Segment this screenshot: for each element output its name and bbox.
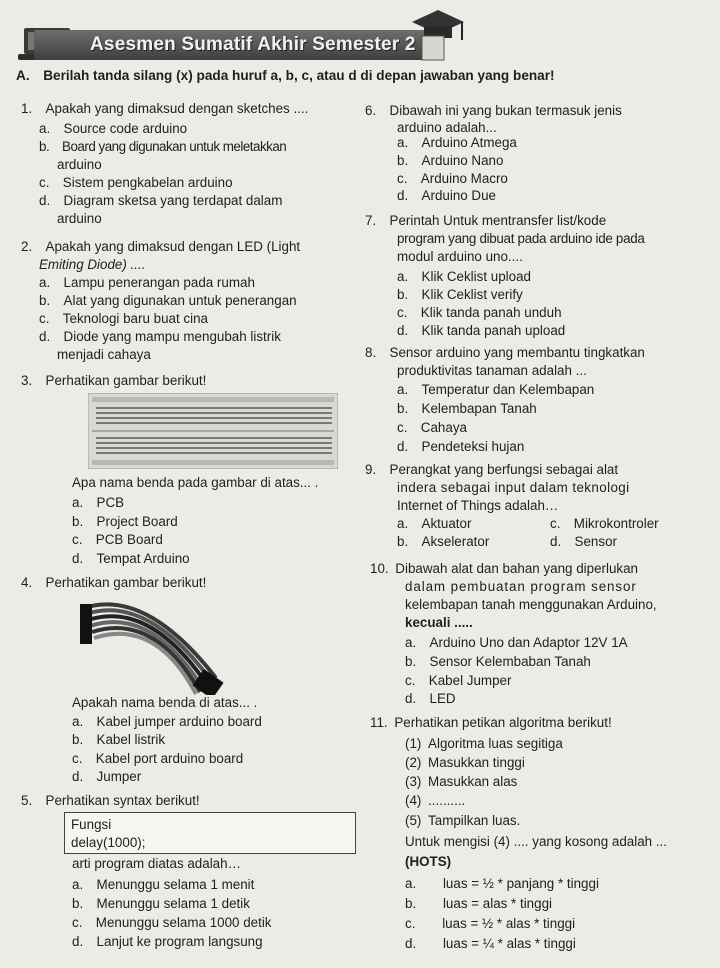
q9-stem: 9. Perangkat yang berfungsi sebagai alat — [365, 462, 619, 477]
q2-option-b[interactable]: b. Alat yang digunakan untuk penerangan — [39, 293, 297, 308]
q2-option-d-cont: menjadi cahaya — [57, 347, 151, 362]
q9-option-c[interactable]: c. Mikrokontroler — [550, 516, 659, 531]
q7-option-b[interactable]: b. Klik Ceklist verify — [397, 287, 523, 302]
q10-option-c[interactable]: c. Kabel Jumper — [405, 673, 512, 688]
q10-option-b[interactable]: b. Sensor Kelembaban Tanah — [405, 654, 591, 669]
q11-step-4: (4) .......... — [405, 793, 466, 808]
q8-option-b[interactable]: b. Kelembapan Tanah — [397, 401, 537, 416]
q6-option-b[interactable]: b. Arduino Nano — [397, 153, 504, 168]
graduation-cap-icon — [408, 6, 468, 62]
q11-step-5: (5) Tampilkan luas. — [405, 813, 521, 828]
q8-option-c[interactable]: c. Cahaya — [397, 420, 467, 435]
q11-option-b[interactable]: b. luas = alas * tinggi — [405, 896, 553, 911]
title-banner — [16, 18, 446, 64]
q5-option-d[interactable]: d. Lanjut ke program langsung — [72, 934, 263, 949]
q7-stem-cont2: modul arduino uno.... — [397, 249, 523, 264]
q7-option-c[interactable]: c. Klik tanda panah unduh — [397, 305, 562, 320]
q2-option-d[interactable]: d. Diode yang mampu mengubah listrik — [39, 329, 281, 344]
q7-option-a[interactable]: a. Klik Ceklist upload — [397, 269, 531, 284]
q2-stem-cont: Emiting Diode) .... — [39, 257, 146, 272]
q9-stem-cont: indera sebagai input dalam teknologi — [397, 480, 630, 495]
q11-step-3: (3) Masukkan alas — [405, 774, 518, 789]
q4-option-a[interactable]: a. Kabel jumper arduino board — [72, 714, 262, 729]
q10-option-a[interactable]: a. Arduino Uno dan Adaptor 12V 1A — [405, 635, 628, 650]
q1-option-d[interactable]: d. Diagram sketsa yang terdapat dalam — [39, 193, 283, 208]
q6-stem: 6. Dibawah ini yang bukan termasuk jenis — [365, 103, 622, 118]
section-a-instruction: A. Berilah tanda silang (x) pada huruf a, b, c, atau d di depan jawaban yang benar! — [16, 68, 555, 83]
q11-stem: 11. Perhatikan petikan algoritma berikut! — [370, 715, 612, 730]
q1-option-a[interactable]: a. Source code arduino — [39, 121, 188, 136]
q10-stem: 10. Dibawah alat dan bahan yang diperlukan — [370, 561, 639, 576]
q4-stem: 4. Perhatikan gambar berikut! — [21, 575, 207, 590]
q11-option-a[interactable]: a. luas = ½ * panjang * tinggi — [405, 876, 599, 891]
q11-hots-label: (HOTS) — [405, 854, 452, 869]
q7-stem-cont: program yang dibuat pada arduino ide pada — [397, 231, 645, 246]
q10-stem-cont: dalam pembuatan program sensor — [405, 579, 637, 594]
q7-option-d[interactable]: d. Klik tanda panah upload — [397, 323, 566, 338]
q1-option-b-cont: arduino — [57, 157, 102, 172]
q3-option-a[interactable]: a. PCB — [72, 495, 125, 510]
q3-option-d[interactable]: d. Tempat Arduino — [72, 551, 190, 566]
q1-option-c[interactable]: c. Sistem pengkabelan arduino — [39, 175, 233, 190]
project-board-image — [88, 393, 338, 469]
q8-stem-cont: produktivitas tanaman adalah ... — [397, 363, 587, 378]
q11-option-d[interactable]: d. luas = ¼ * alas * tinggi — [405, 936, 576, 951]
q5-option-a[interactable]: a. Menunggu selama 1 menit — [72, 877, 255, 892]
q2-stem: 2. Apakah yang dimaksud dengan LED (Light — [21, 239, 301, 254]
page-title: Asesmen Sumatif Akhir Semester 2 — [90, 34, 416, 55]
q3-question: Apa nama benda pada gambar di atas... . — [72, 475, 319, 490]
jumper-cable-image — [80, 590, 230, 695]
q4-question: Apakah nama benda di atas... . — [72, 695, 258, 710]
q4-option-c[interactable]: c. Kabel port arduino board — [72, 751, 244, 766]
q6-option-d[interactable]: d. Arduino Due — [397, 188, 496, 203]
q4-option-d[interactable]: d. Jumper — [72, 769, 142, 784]
q8-option-d[interactable]: d. Pendeteksi hujan — [397, 439, 525, 454]
q4-option-b[interactable]: b. Kabel listrik — [72, 732, 166, 747]
q1-option-b[interactable]: b. Board yang digunakan untuk meletakkan — [39, 139, 287, 154]
q5-question: arti program diatas adalah… — [72, 856, 241, 871]
q10-stem-cont2: kelembapan tanah menggunakan Arduino, — [405, 597, 657, 612]
code-snippet-box — [64, 812, 356, 854]
q6-option-c[interactable]: c. Arduino Macro — [397, 171, 508, 186]
q9-option-a[interactable]: a. Aktuator — [397, 516, 472, 531]
q3-option-b[interactable]: b. Project Board — [72, 514, 178, 529]
q6-stem-cont: arduino adalah... — [397, 120, 497, 135]
q9-option-d[interactable]: d. Sensor — [550, 534, 617, 549]
q11-step-2: (2) Masukkan tinggi — [405, 755, 525, 770]
q3-option-c[interactable]: c. PCB Board — [72, 532, 163, 547]
q6-option-a[interactable]: a. Arduino Atmega — [397, 135, 517, 150]
q2-option-c[interactable]: c. Teknologi baru buat cina — [39, 311, 208, 326]
q2-option-a[interactable]: a. Lampu penerangan pada rumah — [39, 275, 255, 290]
q11-option-c[interactable]: c. luas = ½ * alas * tinggi — [405, 916, 576, 931]
q10-stem-cont3: kecuali ..... — [405, 615, 473, 630]
q8-option-a[interactable]: a. Temperatur dan Kelembapan — [397, 382, 595, 397]
q1-stem: 1. Apakah yang dimaksud dengan sketches .... — [21, 101, 309, 116]
q5-option-c[interactable]: c. Menunggu selama 1000 detik — [72, 915, 272, 930]
q7-stem: 7. Perintah Untuk mentransfer list/kode — [365, 213, 607, 228]
q8-stem: 8. Sensor arduino yang membantu tingkatkan — [365, 345, 645, 360]
q10-option-d[interactable]: d. LED — [405, 691, 456, 706]
q11-step-1: (1) Algoritma luas segitiga — [405, 736, 563, 751]
q11-question: Untuk mengisi (4) .... yang kosong adalah ... — [405, 834, 668, 849]
code-line-1: Fungsi — [71, 817, 112, 832]
q1-option-d-cont: arduino — [57, 211, 102, 226]
q5-stem: 5. Perhatikan syntax berikut! — [21, 793, 200, 808]
q3-stem: 3. Perhatikan gambar berikut! — [21, 373, 207, 388]
code-line-2: delay(1000); — [71, 835, 146, 850]
q9-stem-cont2: Internet of Things adalah… — [397, 498, 559, 513]
q9-option-b[interactable]: b. Akselerator — [397, 534, 490, 549]
q5-option-b[interactable]: b. Menunggu selama 1 detik — [72, 896, 250, 911]
